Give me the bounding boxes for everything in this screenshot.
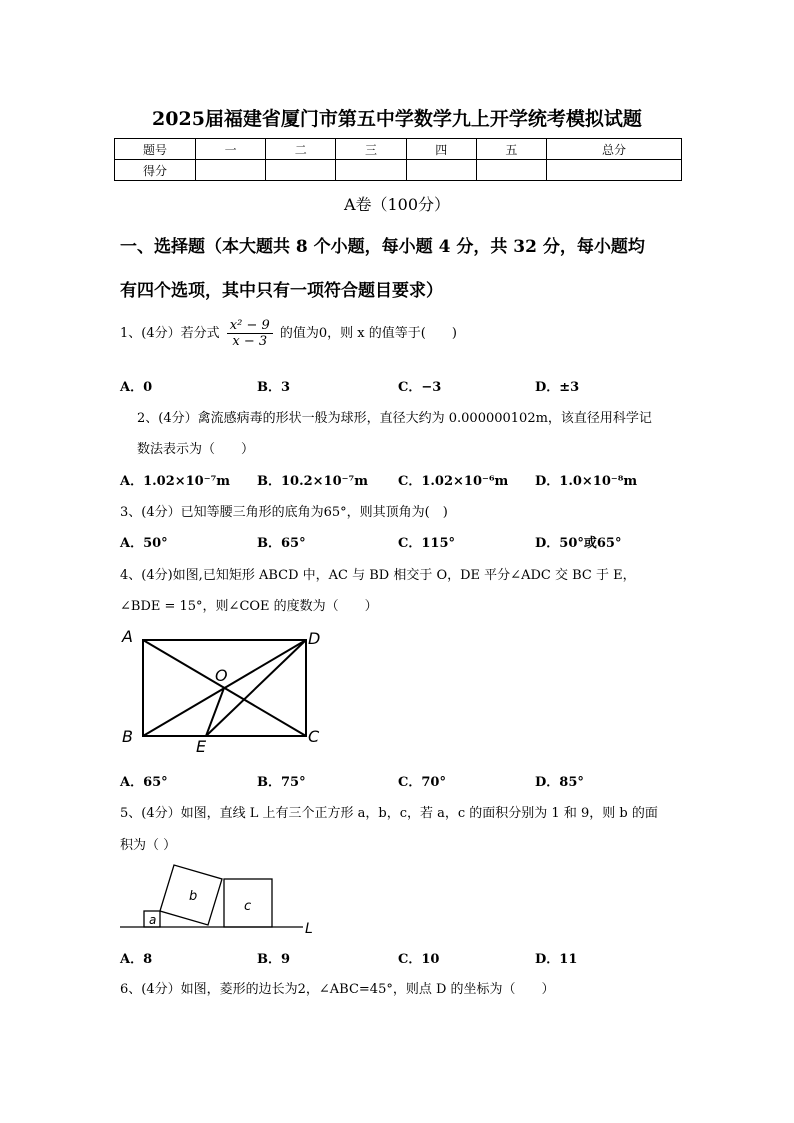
exam-title: 2025届福建省厦门市第五中学数学九上开学统考模拟试题 — [152, 108, 642, 130]
question-5-line-1: 5、(4分）如图，直线 L 上有三个正方形 a，b，c，若 a，c 的面积分别为 1 和 9，则 b 的面 — [120, 806, 658, 821]
fraction-numerator: x² − 9 — [227, 318, 273, 334]
fraction — [227, 318, 273, 349]
question-4-line-1: 4、(4分)如图,已知矩形 ABCD 中，AC 与 BD 相交于 O，DE 平分∠ADC 交 BC 于 E， — [120, 568, 636, 583]
score-cell — [476, 160, 546, 181]
score-cell — [406, 160, 476, 181]
question-1-prefix: 1、(4分）若分式 — [120, 326, 220, 341]
option-a: A．0 — [120, 380, 153, 395]
label-b: b — [189, 889, 198, 904]
score-cell — [196, 160, 266, 181]
option-b: B．75° — [257, 775, 306, 790]
question-4-line-2: ∠BDE = 15°，则∠COE 的度数为（ ） — [120, 599, 378, 614]
option-d: D．±3 — [535, 380, 580, 395]
squares-figure — [118, 858, 328, 938]
option-b: B．3 — [257, 380, 291, 395]
rectangle-figure — [118, 626, 328, 754]
option-b: B．9 — [257, 952, 291, 967]
score-cell: 三 — [336, 139, 406, 160]
label-d: D — [308, 629, 321, 648]
score-cell: 总分 — [547, 139, 682, 160]
section-title-line-2: 有四个选项，其中只有一项符合题目要求） — [120, 281, 443, 301]
score-cell: 得分 — [115, 160, 196, 181]
option-a: A．50° — [120, 536, 168, 551]
label-a: a — [149, 913, 157, 927]
fraction-denominator: x − 3 — [232, 334, 268, 349]
score-cell — [336, 160, 406, 181]
label-a: A — [122, 627, 133, 646]
question-2-line-2: 数法表示为（ ） — [137, 442, 255, 457]
label-l: L — [305, 921, 313, 937]
option-d: D．1.0×10⁻⁸m — [535, 474, 638, 489]
section-title-line-1: 一、选择题（本大题共 8 个小题，每小题 4 分，共 32 分，每小题均 — [120, 237, 645, 257]
score-cell: 题号 — [115, 139, 196, 160]
score-cell: 四 — [406, 139, 476, 160]
question-5-line-2: 积为（ ） — [120, 838, 177, 853]
label-c: C — [308, 727, 320, 746]
option-d: D．11 — [535, 952, 578, 967]
option-c: C．10 — [398, 952, 440, 967]
question-2-line-1: 2、(4分）禽流感病毒的形状一般为球形，直径大约为 0.000000102m，该直径用科学记 — [137, 411, 652, 426]
score-table — [114, 138, 682, 181]
question-6: 6、(4分）如图，菱形的边长为2，∠ABC=45°，则点 D 的坐标为（ ） — [120, 982, 555, 997]
score-table-header-row — [115, 139, 682, 160]
label-b: B — [122, 727, 133, 746]
section-a-heading: A卷（100分） — [343, 195, 451, 214]
score-cell: 一 — [196, 139, 266, 160]
score-cell: 五 — [476, 139, 546, 160]
option-c: C．115° — [398, 536, 455, 551]
score-cell — [266, 160, 336, 181]
segment-oe — [206, 688, 224, 736]
label-c: c — [244, 899, 252, 914]
option-c: C．−3 — [398, 380, 442, 395]
question-3: 3、(4分）已知等腰三角形的底角为65°，则其顶角为( ) — [120, 505, 448, 520]
option-d: D．85° — [535, 775, 584, 790]
option-b: B．10.2×10⁻⁷m — [257, 474, 368, 489]
label-e: E — [196, 737, 207, 754]
score-cell — [547, 160, 682, 181]
question-1-suffix: 的值为0，则 x 的值等于( ) — [279, 326, 457, 341]
option-d: D．50°或65° — [535, 536, 622, 551]
option-a: A．65° — [120, 775, 168, 790]
label-o: O — [215, 666, 228, 685]
option-c: C．1.02×10⁻⁶m — [398, 474, 509, 489]
question-1 — [120, 318, 457, 349]
score-table-score-row — [115, 160, 682, 181]
option-a: A．8 — [120, 952, 153, 967]
score-cell: 二 — [266, 139, 336, 160]
option-c: C．70° — [398, 775, 446, 790]
segment-de — [206, 640, 306, 736]
option-a: A．1.02×10⁻⁷m — [120, 474, 231, 489]
option-b: B．65° — [257, 536, 306, 551]
